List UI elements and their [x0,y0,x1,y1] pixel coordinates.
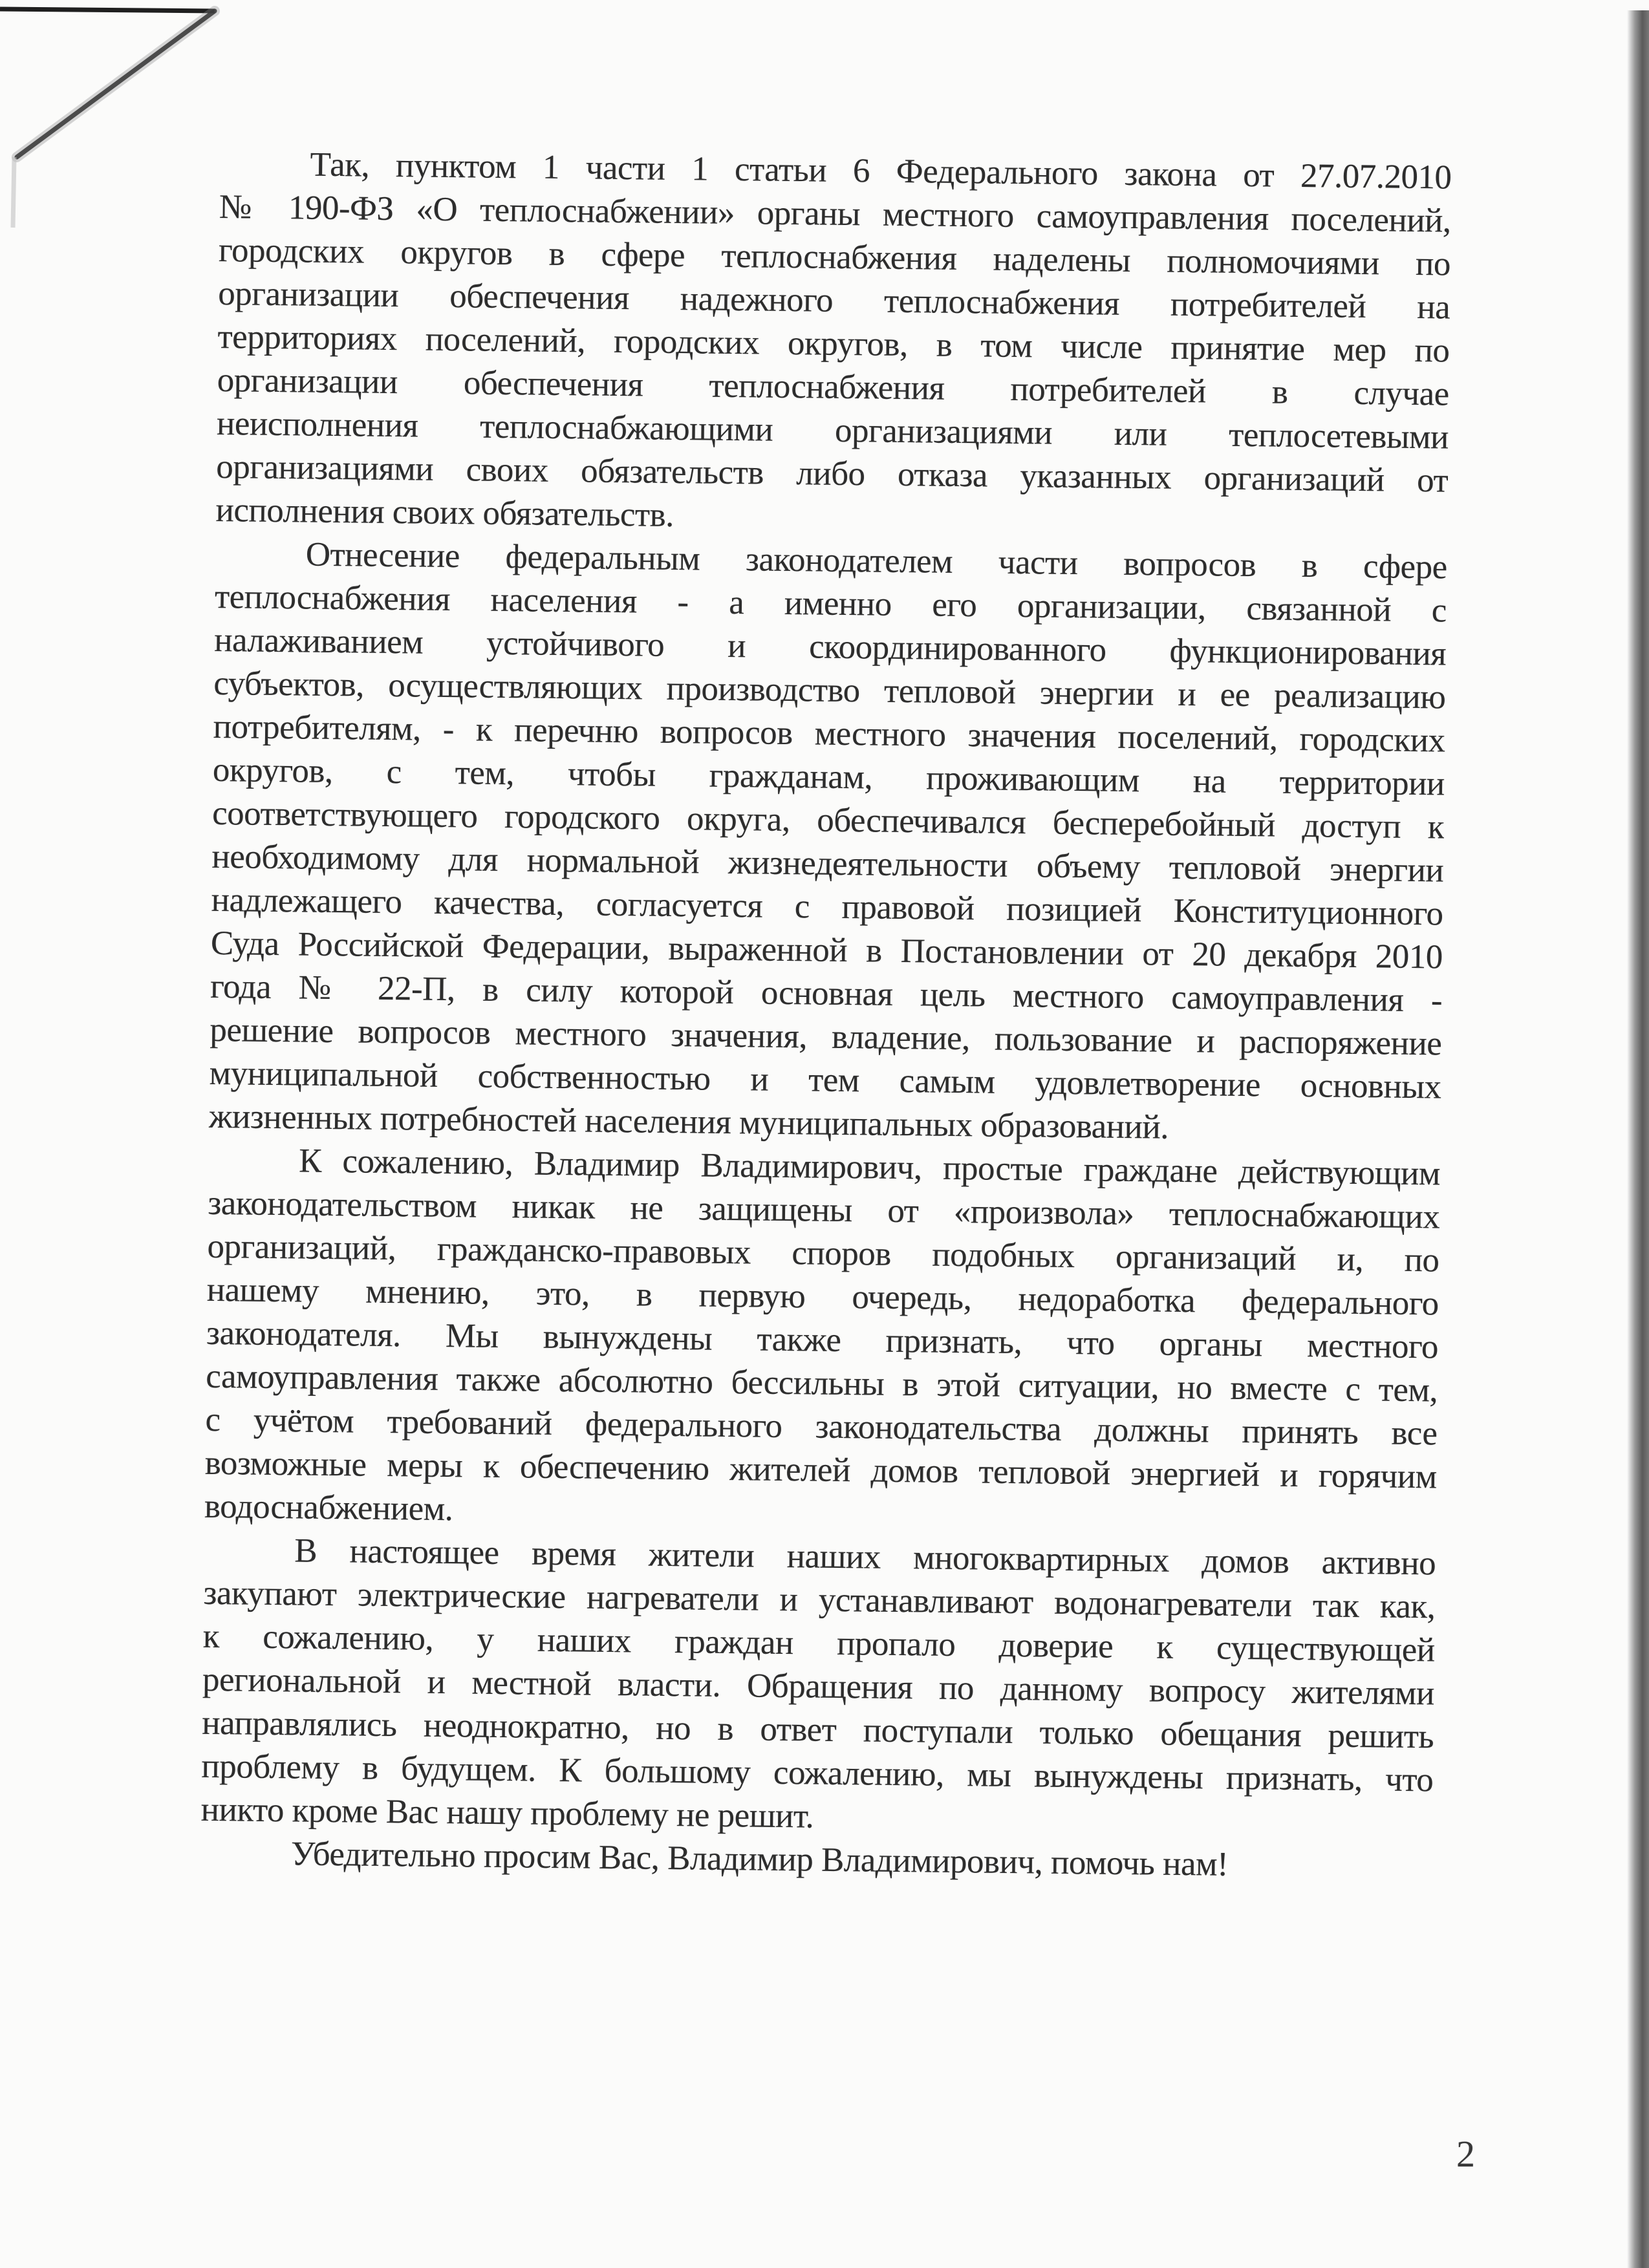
text-line: муниципальной собственностью и тем самым удовлетворение основных [209,1054,1441,1106]
text-line: жизненных потребностей населения муниципальных образований. [208,1097,1169,1146]
text-line: налаживанием устойчивого и скоординированного функционирования [213,621,1447,673]
text-line: надлежащего качества, согласуется с правовой позицией Конституционного [211,881,1443,933]
text-line: необходимому для нормальной жизнедеятельности объему тепловой энергии [211,837,1444,890]
text-line: водоснабжением. [204,1487,453,1528]
text-line: Так, пунктом 1 части 1 статьи 6 Федерального закона от 27.07.2010 [310,145,1452,197]
text-line: организаций, гражданско-правовых споров подобных организаций и, по [207,1227,1439,1279]
text-line: В настоящее время жители наших многоквартирных домов активно [294,1532,1436,1583]
paragraph [215,142,1452,546]
text-line: теплоснабжения населения - а именно его организации, связанной с [214,577,1447,630]
text-line: с учётом требований федерального законодательства должны принять все [205,1400,1438,1453]
text-line: организации обеспечения надежного теплоснабжения потребителей на [218,274,1450,326]
paragraph [200,1528,1436,1846]
text-line: региональной и местной власти. Обращения по данному вопросу жителями [202,1660,1435,1713]
scan-edge-shadow [1627,10,1649,2268]
text-line: законодателя. Мы вынуждены также признать, что органы местного [206,1314,1439,1366]
text-line: никто кроме Вас нашу проблему не решит. [200,1790,814,1835]
page-number: 2 [1456,2133,1475,2175]
text-line: организациями своих обязательств либо отказа указанных организаций от [215,447,1449,500]
text-body [200,142,1452,1888]
text-line: Суда Российской Федерации, выраженной в Постановлении от 20 декабря 2010 [210,924,1443,976]
text-line: соответствующего городского округа, обеспечивался бесперебойный доступ к [211,794,1445,846]
paragraph [209,532,1448,1153]
text-line: закупают электрические нагреватели и устанавливают водонагреватели так как, [203,1574,1436,1626]
text-line: городских округов в сфере теплоснабжения наделены полномочиями по [218,231,1451,283]
text-line: самоуправления также абсолютно бессильны в этой ситуации, но вместе с тем, [206,1357,1438,1409]
text-line: законодательством никак не защищены от «произвола» теплоснабжающих [208,1184,1440,1236]
text-line: округов, с тем, чтобы гражданам, проживающим на территории [212,751,1445,803]
text-line: организации обеспечения теплоснабжения потребителей в случае [217,361,1450,413]
text-line: к сожалению, у наших граждан пропало доверие к существующей [202,1617,1435,1669]
text-line: исполнения своих обязательств. [215,491,674,534]
text-line: направлялись неоднократно, но в ответ поступали только обещания решить [201,1704,1434,1756]
text-line: № 190-ФЗ «О теплоснабжении» органы местного самоуправления поселений, [219,187,1452,240]
text-line: К сожалению, Владимир Владимирович, простые граждане действующим [298,1142,1441,1193]
text-line: Отнесение федеральным законодателем части вопросов в сфере [305,535,1447,586]
text-line: субъектов, осуществляющих производство тепловой энергии и ее реализацию [213,664,1446,716]
text-line: Убедительно просим Вас, Владимир Владимирович, помочь нам! [290,1835,1229,1883]
text-line: возможные меры к обеспечению жителей домов тепловой энергией и горячим [204,1444,1438,1496]
text-line: года № 22-П, в силу которой основная цель местного самоуправления - [210,967,1443,1020]
text-line: неисполнения теплоснабжающими организациями или теплосетевыми [216,404,1449,456]
text-line: решение вопросов местного значения, владение, пользование и распоряжение [210,1011,1442,1063]
text-line: потребителям, - к перечню вопросов местного значения поселений, городских [213,707,1445,760]
text-line: проблему в будущем. К большому сожалению, мы вынуждены признать, что [201,1747,1434,1799]
text-line: территориях поселений, городских округов, в том числе принятие мер по [217,317,1450,370]
text-line: нашему мнению, это, в первую очередь, недоработка федерального [206,1270,1439,1323]
paragraph [204,1139,1441,1543]
